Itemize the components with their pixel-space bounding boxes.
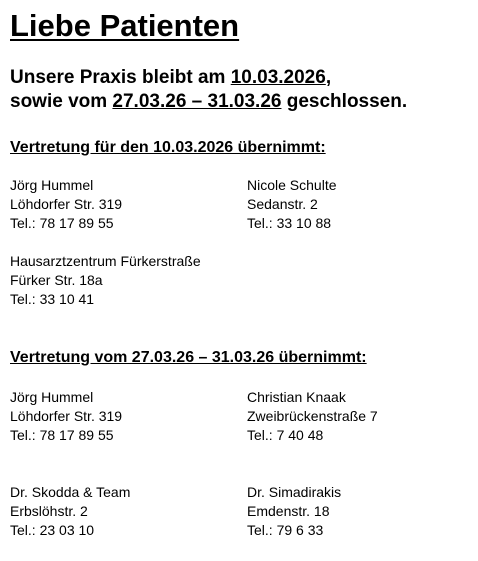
substitute-contact xyxy=(247,388,378,445)
contact-name: Hausarztzentrum Fürkerstraße xyxy=(10,253,201,269)
substitute-contact xyxy=(10,176,122,233)
contact-phone: Tel.: 23 03 10 xyxy=(10,522,95,538)
contact-street: Sedanstr. 2 xyxy=(247,196,318,212)
closure-notice-line-2-prefix: sowie vom xyxy=(10,91,113,112)
contact-street: Löhdorfer Str. 319 xyxy=(10,408,123,424)
contact-street: Löhdorfer Str. 319 xyxy=(10,196,123,212)
contact-phone: Tel.: 33 10 41 xyxy=(10,291,95,307)
substitute-contact xyxy=(10,483,130,540)
substitute-section-heading-1: Vertretung für den 10.03.2026 übernimmt: xyxy=(10,139,326,156)
contact-phone: Tel.: 79 6 33 xyxy=(247,522,324,538)
closure-notice xyxy=(10,66,407,114)
substitute-contact xyxy=(247,176,337,233)
contact-street: Fürker Str. 18a xyxy=(10,272,103,288)
contact-phone: Tel.: 33 10 88 xyxy=(247,215,332,231)
contact-phone: Tel.: 78 17 89 55 xyxy=(10,215,114,231)
page-title: Liebe Patienten xyxy=(10,8,240,43)
substitute-contact xyxy=(10,252,201,309)
contact-name: Jörg Hummel xyxy=(10,389,94,405)
contact-name: Nicole Schulte xyxy=(247,177,337,193)
closure-date-range: 27.03.26 – 31.03.26 xyxy=(112,91,282,112)
contact-name: Dr. Simadirakis xyxy=(247,484,342,500)
contact-phone: Tel.: 78 17 89 55 xyxy=(10,427,114,443)
closure-notice-line-1-suffix: , xyxy=(325,67,332,88)
contact-name: Dr. Skodda & Team xyxy=(10,484,131,500)
closure-notice-line-1 xyxy=(10,66,407,90)
closure-notice-line-1-prefix: Unsere Praxis bleibt am xyxy=(10,67,231,88)
contact-street: Zweibrückenstraße 7 xyxy=(247,408,378,424)
substitute-contact xyxy=(247,483,341,540)
closure-notice-line-2-suffix: geschlossen. xyxy=(281,91,408,112)
contact-name: Christian Knaak xyxy=(247,389,346,405)
closure-notice-line-2 xyxy=(10,90,407,114)
closure-date-single: 10.03.2026 xyxy=(230,67,326,88)
substitute-section-heading-2: Vertretung vom 27.03.26 – 31.03.26 übernimmt: xyxy=(10,349,367,366)
contact-name: Jörg Hummel xyxy=(10,177,94,193)
contact-street: Erbslöhstr. 2 xyxy=(10,503,88,519)
substitute-contact xyxy=(10,388,122,445)
contact-phone: Tel.: 7 40 48 xyxy=(247,427,324,443)
contact-street: Emdenstr. 18 xyxy=(247,503,330,519)
